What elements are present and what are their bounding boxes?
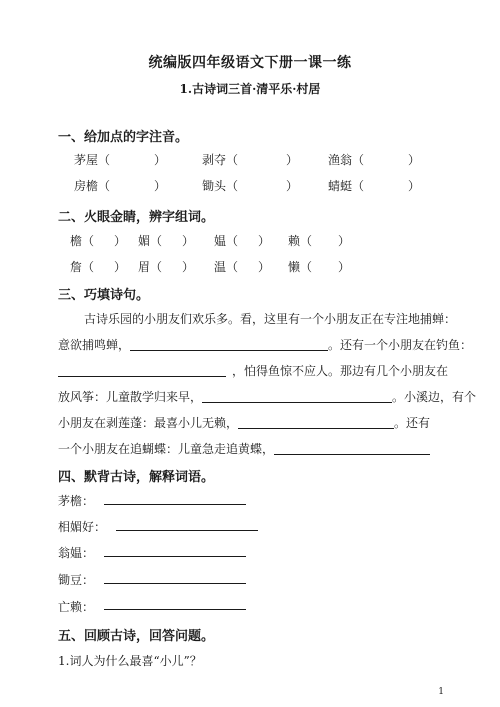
poem-line — [58, 414, 430, 431]
zuci-item: 檐（ — [70, 234, 95, 248]
zuci-bracket-close: ） — [338, 234, 351, 248]
poem-line: 古诗乐园的小朋友们欢乐多。看，这里有一个小朋友正在专注地捕蝉： — [84, 312, 457, 326]
zuci-bracket-close: ） — [338, 260, 351, 274]
zuci-item: 媚（ — [138, 234, 163, 248]
pinyin-bracket-close: ） — [408, 179, 421, 193]
poem-text: 小朋友在剥莲蓬：最喜小儿无赖， — [58, 416, 239, 430]
zuci-item: 赖（ — [288, 234, 313, 248]
pinyin-item: 锄头（ — [202, 179, 239, 193]
word-label: 翁媪： — [58, 546, 95, 560]
poem-text: 。还有 — [394, 416, 431, 430]
section-heading-pinyin: 一、给加点的字注音。 — [58, 130, 189, 145]
answer-blank[interactable] — [104, 583, 246, 584]
answer-blank[interactable] — [104, 504, 246, 505]
section-heading-poem: 三、巧填诗句。 — [58, 288, 150, 303]
pinyin-bracket-close: ） — [286, 179, 299, 193]
pinyin-item: 渔翁（ — [328, 153, 365, 167]
zuci-item: 温（ — [214, 260, 239, 274]
poem-text: 。还有一个小朋友在钓鱼： — [328, 338, 473, 352]
word-label: 亡赖： — [58, 600, 95, 614]
zuci-bracket-close: ） — [114, 234, 127, 248]
pinyin-item: 剥夺（ — [202, 153, 239, 167]
zuci-bracket-close: ） — [114, 260, 127, 274]
word-label: 锄豆： — [58, 573, 95, 587]
poem-line — [58, 362, 448, 379]
pinyin-bracket-close: ） — [154, 153, 167, 167]
answer-blank[interactable] — [104, 556, 246, 557]
zuci-item: 媪（ — [214, 234, 239, 248]
poem-line — [58, 336, 472, 353]
pinyin-row — [74, 151, 434, 167]
answer-blank[interactable] — [202, 390, 392, 403]
word-label: 相媚好： — [58, 520, 107, 534]
question-text: 1.词人为什么最喜“小儿”？ — [58, 654, 202, 668]
poem-line — [58, 440, 430, 457]
zuci-row — [70, 232, 370, 248]
poem-text: 意欲捕鸣蝉， — [58, 338, 131, 352]
pinyin-item: 房檐（ — [74, 179, 111, 193]
pinyin-bracket-close: ） — [408, 153, 421, 167]
page-subtitle: 1.古诗词三首·清平乐·村居 — [179, 82, 321, 96]
section-heading-zuci: 二、火眼金睛，辨字组词。 — [58, 210, 215, 225]
word-label: 茅檐： — [58, 494, 95, 508]
answer-blank[interactable] — [274, 442, 430, 455]
pinyin-item: 茅屋（ — [74, 153, 111, 167]
zuci-bracket-close: ） — [182, 260, 195, 274]
answer-blank[interactable] — [58, 364, 226, 377]
zuci-bracket-close: ） — [258, 234, 271, 248]
poem-text: 放风筝：儿童散学归来早， — [58, 390, 203, 404]
zuci-item: 眉（ — [138, 260, 163, 274]
zuci-item: 詹（ — [70, 260, 95, 274]
section-heading-words: 四、默背古诗，解释词语。 — [58, 470, 215, 485]
section-heading-questions: 五、回顾古诗，回答问题。 — [58, 629, 215, 644]
poem-text: 一个小朋友在追蝴蝶：儿童急走追黄蝶， — [58, 442, 275, 456]
pinyin-row — [74, 177, 434, 193]
poem-line — [58, 388, 476, 405]
answer-blank[interactable] — [130, 338, 328, 351]
pinyin-bracket-close: ） — [154, 179, 167, 193]
zuci-item: 懒（ — [288, 260, 313, 274]
page-title: 统编版四年级语文下册一课一练 — [148, 55, 352, 71]
pinyin-item: 蜻蜓（ — [328, 179, 365, 193]
answer-blank[interactable] — [116, 530, 258, 531]
pinyin-bracket-close: ） — [286, 153, 299, 167]
zuci-bracket-close: ） — [258, 260, 271, 274]
zuci-row — [70, 258, 370, 274]
answer-blank[interactable] — [104, 609, 246, 610]
answer-blank[interactable] — [238, 416, 394, 429]
page-number: 1 — [438, 687, 444, 697]
poem-text: 。小溪边，有个 — [392, 390, 477, 404]
poem-text: ，怕得鱼惊不应人。那边有几个小朋友在 — [232, 364, 449, 378]
zuci-bracket-close: ） — [182, 234, 195, 248]
